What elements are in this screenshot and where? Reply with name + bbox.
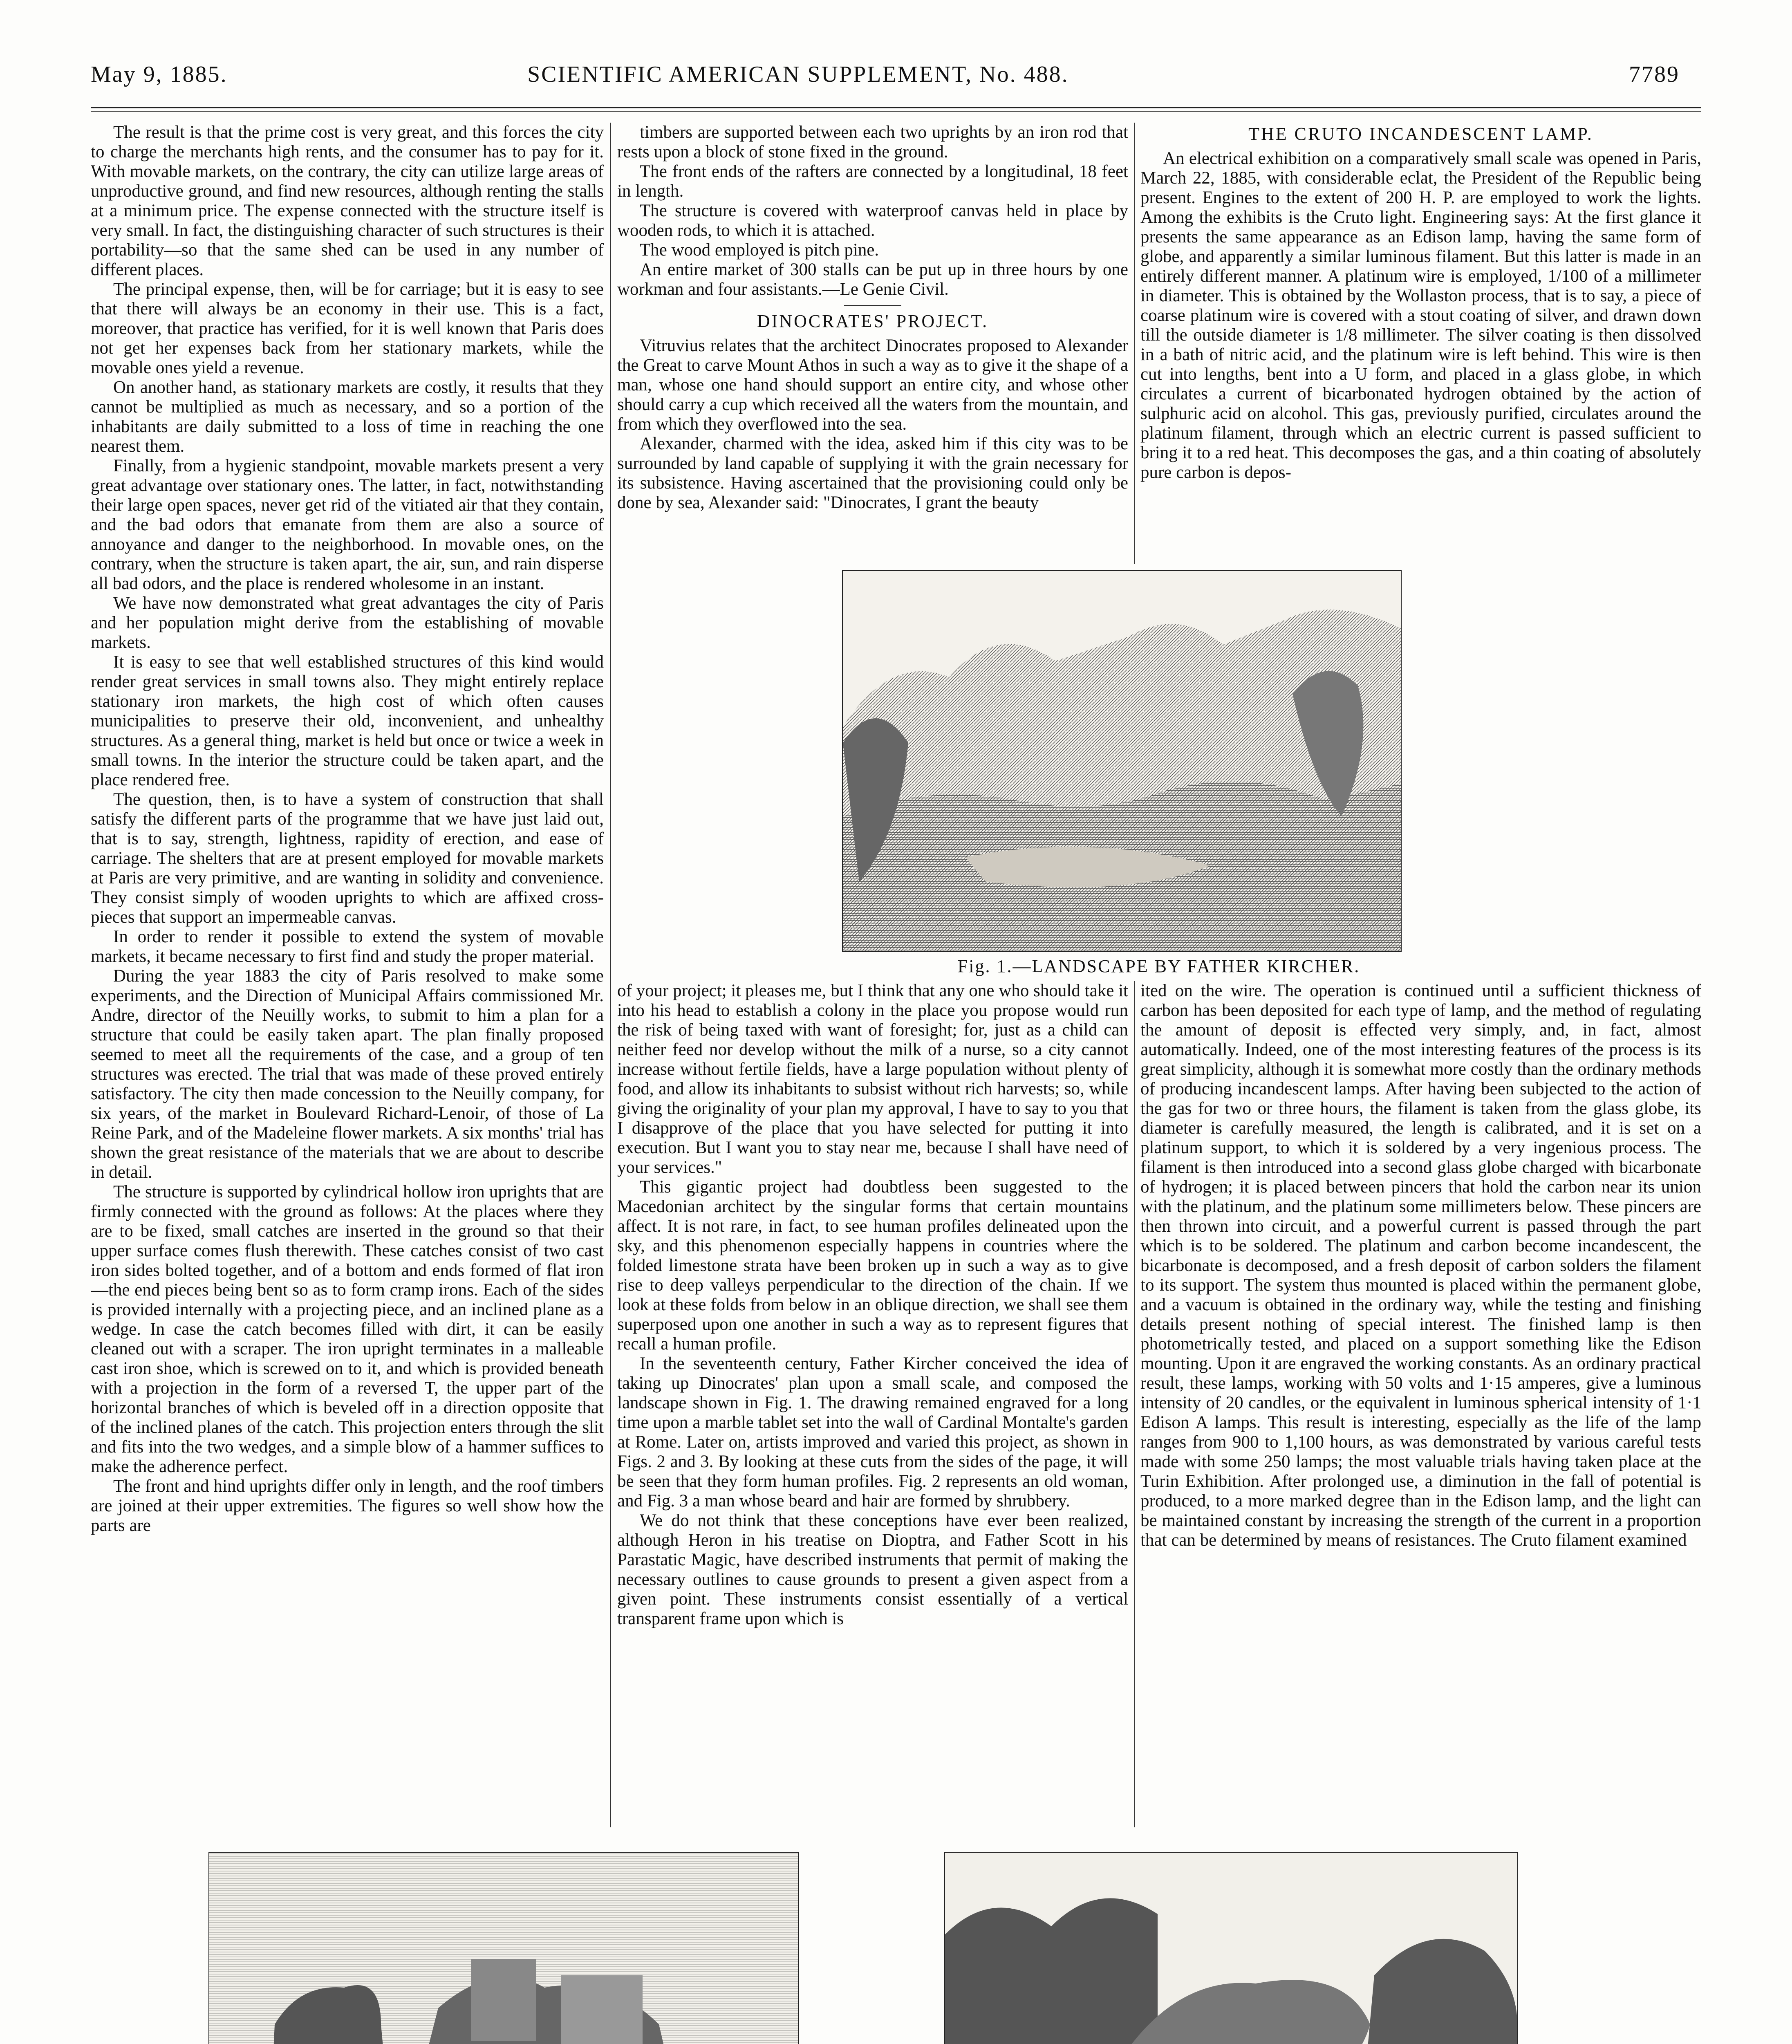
paragraph: The structure is covered with waterproof canvas held in place by wooden rods, to which it is attached. bbox=[617, 201, 1128, 240]
column-divider bbox=[1134, 123, 1135, 564]
paragraph: The front and hind uprights differ only in length, and the roof timbers are joined at their upper extremities. The figures so well show how the parts are bbox=[91, 1477, 604, 1535]
section-separator bbox=[844, 305, 901, 306]
paragraph: The principal expense, then, will be for carriage; but it is easy to see that there will always be an economy in their use. This is a fact, moreover, that practice has verified, for it is well known that Paris does not get her expenses back from her stationary markets, while the movable ones yield a revenue. bbox=[91, 280, 604, 377]
paragraph: ited on the wire. The operation is continued until a sufficient thickness of carbon has been deposited for each type of lamp, and the method of regulating the amount of deposit is effected very simply, and, in fact, almost automatically. Indeed, one of the most interesting features of the process is its great simplicity, although it is somewhat more costly than the ordinary methods of producing incandescent lamps. After having been subjected to the action of the gas for two or three hours, the filament is taken from the glass globe, its diameter is carefully measured, the length is calibrated, and it is set on a platinum support, to which it is soldered by a very ingenious process. The filament is then introduced into a second glass globe charged with bicarbonate of hydrogen; it is placed between pincers that hold the carbon near its union with the platinum, and the platinum some millimeters below. These pincers are then thrown into circuit, and a powerful current is passed through the part which is to be soldered. The platinum and carbon become incandescent, the bicarbonate is decomposed, and a fresh deposit of carbon solders the filament to its support. The system thus mounted is placed within the permanent globe, and a vacuum is obtained in the ordinary way, while the testing and finishing details present nothing of special interest. The finished lamp is then photometrically tested, and placed on a support something like the Edison mounting. Upon it are engraved the working constants. As an ordinary practical result, these lamps, working with 50 volts and 1·15 amperes, give a luminous intensity of 20 candles, or the equivalent in luminous spherical intensity of 1·1 Edison A lamps. This result is interesting, especially as the life of the lamp ranges from 900 to 1,100 hours, as was demonstrated by various careful tests made with some 250 lamps; the most valuable trials having taken place at the Turin Exhibition. After prolonged use, a diminution in the fall of potential is produced, to a more marked degree than in the Edison lamp, and the light can be maintained constant by increasing the strength of the current in a proportion that can be determined by means of resistances. The Cruto filament examined bbox=[1140, 981, 1701, 1550]
paragraph: of your project; it pleases me, but I think that any one who should take it into his head to establish a colony in the place you propose would run the risk of being taxed with want of foresight; for, just as a child can neither feed nor develop without the milk of a nurse, so a city cannot increase without fertile fields, have a large population without plenty of food, and allow its inhabitants to subsist without rich harvests; so, while giving the originality of your plan my approval, I have to say to you that I disapprove of the place that you have selected for putting it into execution. But I want you to stay near me, because I shall have need of your services." bbox=[617, 981, 1128, 1177]
publication-title: SCIENTIFIC AMERICAN SUPPLEMENT, No. 488. bbox=[527, 62, 1069, 87]
paragraph: We do not think that these conceptions have ever been realized, although Heron in his treatise on Dioptra, and Father Scott in his Parastatic Magic, have described instruments that permit of making the necessary outlines to cause grounds to present a given aspect from a given point. These instruments consist essentially of a vertical transparent frame upon which is bbox=[617, 1511, 1128, 1628]
column-3-middle bbox=[1140, 981, 1701, 1827]
paragraph: The wood employed is pitch pine. bbox=[640, 240, 879, 260]
paragraph: timbers are supported between each two uprights by an iron rod that rests upon a block of stone fixed in the ground. bbox=[617, 123, 1128, 161]
paragraph: In order to render it possible to extend the system of movable markets, it became necessary to first find and study the proper material. bbox=[91, 927, 604, 966]
paragraph: The result is that the prime cost is very great, and this forces the city to charge the merchants high rents, and the consumer has to pay for it. With movable markets, on the contrary, the city can utilize large areas of unproductive ground, and find new resources, although renting the stalls at a minimum price. The expense connected with the structure itself is very small. In fact, the distinguishing character of such structures is their portability—so that the same shed can be used in any number of different places. bbox=[91, 123, 604, 279]
landscape-engraving-illustration bbox=[843, 571, 1401, 951]
column-divider bbox=[610, 123, 611, 1827]
paragraph: The front ends of the rafters are connected by a longitudinal, 18 feet in length. bbox=[617, 162, 1128, 201]
paragraph: It is easy to see that well established structures of this kind would render great services in small towns also. They might entirely replace stationary iron markets, the high cost of which often causes municipalities to preserve their old, inconvenient, and unhealthy structures. As a general thing, market is held but once or twice a week in small towns. In the interior the structure could be taken apart, and the place rendered free. bbox=[91, 652, 604, 789]
paragraph: During the year 1883 the city of Paris resolved to make some experiments, and the Direction of Municipal Affairs commissioned Mr. Andre, director of the Neuilly works, to submit to him a plan for a structure that could be easily taken apart. The plan finally proposed seemed to meet all the requirements of the case, and a group of ten structures was erected. The trial that was made of these proved entirely satisfactory. The city then made concession to the Neuilly company, for six years, of the market in Boulevard Richard-Lenoir, of those of La Reine Park, and of the Madeleine flower markets. A six months' trial has shown the great resistance of the materials that we are about to describe in detail. bbox=[91, 966, 604, 1182]
figure-1-caption: Fig. 1.—LANDSCAPE BY FATHER KIRCHER. bbox=[957, 956, 1360, 976]
column-1 bbox=[91, 123, 604, 1827]
paragraph: On another hand, as stationary markets are costly, it results that they cannot be multiplied as much as necessary, and so a portion of the inhabitants are daily submitted to a loss of time in reaching the one nearest them. bbox=[91, 378, 604, 456]
paragraph: Vitruvius relates that the architect Dinocrates proposed to Alexander the Great to carve Mount Athos in such a way as to give it the shape of a man, whose one hand should support an entire city, and whose other should carry a cup which received all the waters from the mountain, and from which they overflowed into the sea. bbox=[617, 336, 1128, 434]
paragraph: In the seventeenth century, Father Kircher conceived the idea of taking up Dinocrates' plan upon a small scale, and composed the landscape shown in Fig. 1. The drawing remained engraved for a long time upon a marble tablet set into the wall of Cardinal Montalte's garden at Rome. Later on, artists improved and varied this project, as shown in Figs. 2 and 3. By looking at these cuts from the sides of the page, it will be seen that they form human profiles. Fig. 2 represents an old woman, and Fig. 3 a man whose beard and hair are formed by shrubbery. bbox=[617, 1354, 1128, 1511]
issue-date: May 9, 1885. bbox=[91, 62, 228, 87]
paragraph: The structure is supported by cylindrical hollow iron uprights that are firmly connected with the ground as follows: At the places where they are to be fixed, small catches are inserted in the ground so that their upper surface comes flush therewith. These catches consist of two cast iron sides bolted together, and of a bottom and ends formed of flat iron—the end pieces being bent so as to form cramp irons. Each of the sides is provided internally with a projecting piece, and an inclined plane as a wedge. In case the catch becomes filled with dirt, it can be easily cleaned out with a scraper. The iron upright terminates in a malleable cast iron shoe, which is screwed on to it, and which is provided beneath with a projection in the form of a reversed T, the upper part of the horizontal branches of which is beveled off in a direction opposite that of the inclined planes of the catch. This projection enters through the slit and fits into the two wedges, and a simple blow of a hammer suffices to make the adherence perfect. bbox=[91, 1182, 604, 1476]
paragraph: This gigantic project had doubtless been suggested to the Macedonian architect by the singular forms that certain mountains affect. It is not rare, in fact, to see human profiles delineated upon the sky, and this phenomenon especially happens in countries where the folded limestone strata have been broken up in such a way as to give rise to deep valleys perpendicular to the direction of the chain. If we look at these folds from below in an oblique direction, we shall see them superposed upon one another in such a way as to represent figures that recall a human profile. bbox=[617, 1177, 1128, 1354]
paragraph: An electrical exhibition on a comparatively small scale was opened in Paris, March 22, 1885, with considerable eclat, the President of the Republic being present. Engines to the extent of 200 H. P. are employed to work the lights. Among the exhibits is the Cruto light. Engineering says: At the first glance it presents the same appearance as an Edison lamp, having the same form of globe, and apparently a similar luminous filament. But this latter is made in an entirely different manner. A platinum wire is employed, 1/100 of a millimeter in diameter. This is obtained by the Wollaston process, that is to say, a piece of coarse platinum wire is covered with a stout coating of silver, and drawn down till the outside diameter is 1/8 millimeter. The silver coating is then dissolved in a bath of nitric acid, and the platinum wire is left behind. This wire is then cut into lengths, bent into a U form, and placed in a glass globe, in which circulates a current of bicarbonated hydrogen obtained by the action of sulphuric acid on alcohol. This gas, previously purified, circulates around the platinum filament, through which an electric current is passed sufficient to bring it to a red heat. This decomposes the gas, and a thin coating of absolutely pure carbon is depos- bbox=[1140, 149, 1701, 482]
column-3-top bbox=[1140, 123, 1701, 564]
paragraph: Finally, from a hygienic standpoint, movable markets present a very great advantage over stationary ones. The latter, in fact, notwithstanding their large open spaces, never get rid of the vitiated air that they contain, and the bad odors that emanate from them are also a source of annoyance and danger to the neighborhood. In movable ones, on the contrary, when the structure is taken apart, the air, sun, and rain disperse all bad odors, and the place is rendered wholesome in an instant. bbox=[91, 456, 604, 593]
header-rule-thin bbox=[91, 111, 1701, 112]
paragraph: An entire market of 300 stalls can be put up in three hours by one workman and four assistants.—Le Genie Civil. bbox=[617, 260, 1128, 299]
figure-1-landscape bbox=[842, 570, 1402, 952]
column-2-top bbox=[617, 123, 1128, 564]
paragraph: Alexander, charmed with the idea, asked him if this city was to be surrounded by land capable of supplying it with the grain necessary for its subsistence. Having ascertained that the provisioning could only be done by sea, Alexander said: "Dinocrates, I grant the beauty bbox=[617, 434, 1128, 512]
article-title-dinocrates: DINOCRATES' PROJECT. bbox=[757, 311, 989, 331]
figure-3-landscape bbox=[944, 1852, 1518, 2044]
column-divider bbox=[1134, 981, 1135, 1827]
column-2-middle bbox=[617, 981, 1128, 1827]
figure-2-landscape bbox=[208, 1852, 799, 2044]
article-title-cruto: THE CRUTO INCANDESCENT LAMP. bbox=[1248, 124, 1593, 144]
bearded-man-profile-landscape-illustration bbox=[945, 1853, 1517, 2044]
old-woman-profile-landscape-illustration bbox=[209, 1853, 798, 2044]
header-rule bbox=[91, 107, 1701, 108]
paragraph: The question, then, is to have a system of construction that shall satisfy the different parts of the programme that we have just laid out, that is to say, strength, lightness, rapidity of erection, and ease of carriage. The shelters that are at present employed for movable markets at Paris are very primitive, and are wanting in solidity and convenience. They consist simply of wooden uprights to which are affixed cross-pieces that support an impermeable canvas. bbox=[91, 790, 604, 927]
paragraph: We have now demonstrated what great advantages the city of Paris and her population might derive from the establishing of movable markets. bbox=[91, 594, 604, 652]
page-number: 7789 bbox=[1629, 62, 1680, 87]
